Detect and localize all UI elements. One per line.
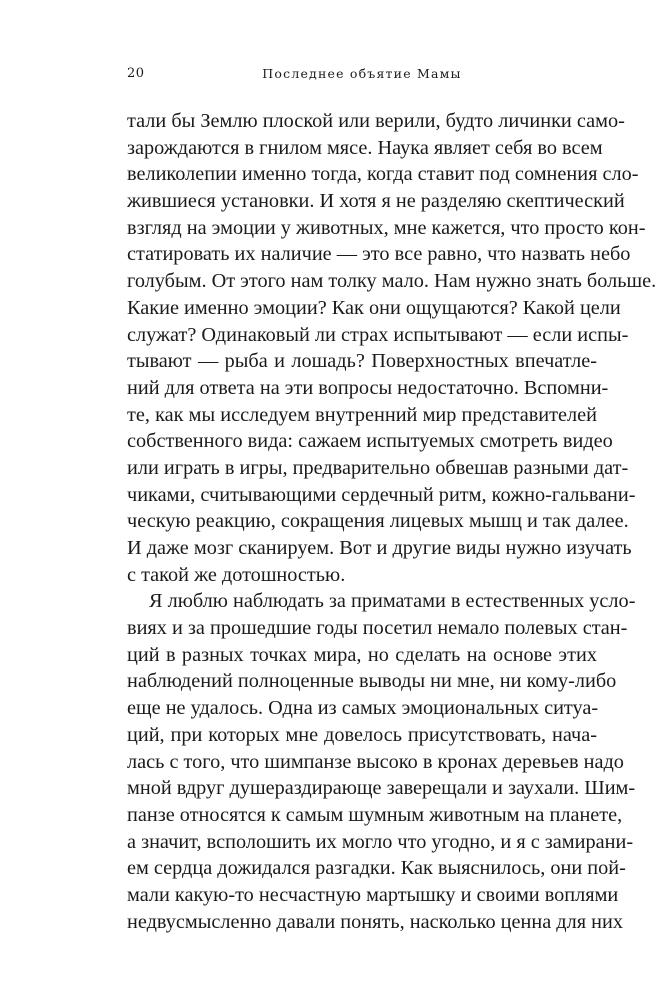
text-line: взгляд на эмоции у животных, мне кажется, что просто кон- [127, 216, 646, 239]
text-line: недвусмысленно давали понять, насколько ценна для них [127, 910, 623, 933]
text-line: ций в разных точках мира, но сделать на основе этих [127, 643, 597, 666]
text-line: еще не удалось. Одна из самых эмоциональных ситуа- [127, 697, 599, 720]
text-line: лась с того, что шимпанзе высоко в кронах деревьев надо [127, 750, 624, 773]
text-line: а значит, всполошить их могло что угодно, и я с замирани- [127, 830, 634, 853]
text-line: ний для ответа на эти вопросы недостаточно. Вспомни- [127, 376, 609, 399]
page-number: 20 [127, 66, 145, 81]
text-line: ческую реакцию, сокращения лицевых мышц и так далее. [127, 510, 629, 533]
text-line: те, как мы исследуем внутренний мир представителей [127, 403, 597, 426]
text-line: или играть в игры, предварительно обвешав разными дат- [127, 456, 629, 479]
text-line: наблюдений полноценные выводы ни мне, ни кому-либо [127, 670, 617, 693]
text-line: И даже мозг сканируем. Вот и другие виды нужно изучать [127, 537, 632, 559]
text-line: ем сердца дожидался разгадки. Как выяснилось, они пой- [127, 857, 626, 880]
text-line: виях и за прошедшие годы посетил немало полевых стан- [127, 617, 628, 640]
text-line: мали какую-то несчастную мартышку и своими воплями [127, 883, 619, 906]
text-line: панзе относятся к самым шумным животным на планете, [127, 803, 623, 826]
text-line: голубым. От этого нам толку мало. Нам нужно знать больше. [127, 270, 657, 293]
paragraph [127, 108, 657, 588]
text-line: с такой же дотошностью. [127, 563, 346, 586]
text-line: Я люблю наблюдать за приматами в естественных усло- [149, 590, 636, 613]
text-line: чиками, считывающими сердечный ритм, кожно-гальвани- [127, 483, 636, 506]
text-line: тали бы Землю плоской или верили, будто личинки само- [127, 110, 625, 132]
book-title: Последнее объятие Мамы [262, 66, 462, 81]
text-line: тывают — рыба и лошадь? Поверхностных впечатле- [127, 350, 597, 373]
text-line: великолепии именно тогда, когда ставит под сомнения сло- [127, 163, 639, 186]
text-line: собственного вида: сажаем испытуемых смотреть видео [127, 430, 613, 453]
text-line: ций, при которых мне довелось присутствовать, нача- [127, 723, 597, 746]
text-line: зарождаются в гнилом мясе. Наука являет себя во всем [127, 136, 603, 159]
text-line: служат? Одинаковый ли страх испытывают — если испы- [127, 323, 629, 346]
text-line: мной вдруг душераздирающе заверещали и заухали. Шим- [127, 777, 636, 800]
paragraph [127, 588, 636, 935]
text-line: Какие именно эмоции? Как они ощущаются? Какой цели [127, 296, 621, 319]
text-line: статировать их наличие — это все равно, что назвать небо [127, 243, 631, 266]
body-text [127, 108, 657, 935]
text-line: жившиеся установки. И хотя я не разделяю скептический [127, 190, 625, 213]
running-head [127, 66, 597, 86]
